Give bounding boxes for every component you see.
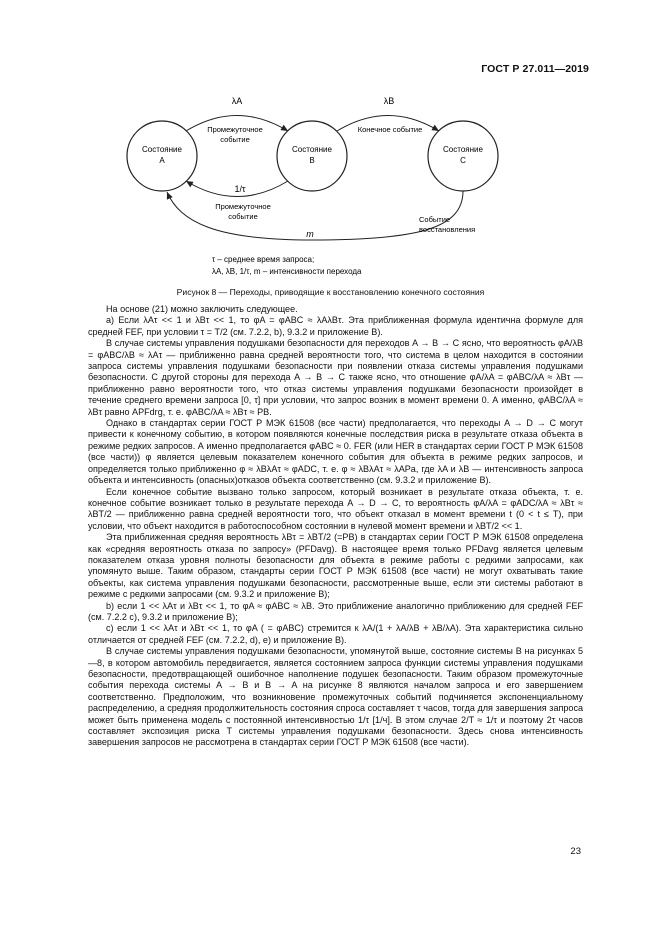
state-b-letter: B (309, 156, 315, 165)
state-c-label: Состояние (443, 145, 483, 154)
event-b-a-line2: событие (228, 212, 258, 221)
rate-b-c-label: λB (383, 96, 395, 106)
state-a-letter: A (159, 156, 165, 165)
legend-line-1: τ – среднее время запроса; (212, 255, 315, 264)
state-transition-figure (0, 0, 661, 300)
paragraph: Если конечное событие вызвано только запросом, который возникает в результате отказа объекта, т. е. конечное событие возникает только в результате перехода A → D → C, то вероятность φA/λA = φADC/λA ≈ λBτ ≈ λBT/2 — приближенно равна средней вероятности того, что объект отказал в момент времени t (0 < t ≤ T), при условии, что объект находится в работоспособном состоянии в нулевой момент времени и λBT/2 << 1. (88, 486, 583, 531)
paragraph: Эта приближенная средняя вероятность λBτ = λBT/2 (=PB) в стандартах серии ГОСТ Р МЭК 61508 определена как «средняя вероятность отказа по запросу» (PFDavg). В настоящее время только PFDavg является целевым показателем отказа уровня полноты безопасности для объекта в режиме работы с редкими запросами, как упомянуто выше. Таким образом, стандарты серии ГОСТ Р МЭК 61508 (все части) не могут охватывать такие объекты, как система управления подушками безопасности, рассмотренные выше, если эти системы работают в режиме с редкими запросами (см. 9.3.2 и приложение B); (88, 532, 583, 600)
paragraph: На основе (21) можно заключить следующее. (106, 304, 298, 314)
paragraph: b) если 1 << λAτ и λBτ << 1, то φA ≈ φABC ≈ λB. Это приближение аналогично приближению для средней FEF (см. 7.2.2 c), 9.3.2 и приложение B); (88, 600, 583, 622)
state-c-letter: C (460, 156, 466, 165)
paragraph: Однако в стандартах серии ГОСТ Р МЭК 61508 (все части) предполагается, что переходы A → D → C могут привести к конечному событию, в котором появляются конечные последствия риска в результате отказа объекта в режиме редких запросов. А именно предполагается φABC ≈ 0. FER (или HER в стандартах серии ГОСТ Р МЭК 61508 (все части)) φ является целевым показателем конечного события для объекта в режиме редких запросов, и определяется только приближенно φ ≈ λBλAτ ≈ φADC, т. е. φ ≈ λBλAτ ≈ λAPa, где λA и λB — интенсивность запроса объекта и интенсивность (опасных)отказов объекта соответственно (см. 9.3.2 и приложение B). (88, 418, 583, 486)
legend-line-2: λA, λB, 1/τ, m – интенсивности перехода (212, 267, 362, 276)
event-c-a-line2: восстановления (419, 225, 476, 234)
rate-a-b-label: λA (231, 96, 243, 106)
body-text (88, 304, 583, 749)
figure-caption: Рисунок 8 — Переходы, приводящие к восстановлению конечного состояния (176, 287, 485, 297)
state-diagram (0, 0, 661, 300)
state-a-label: Состояние (142, 145, 182, 154)
event-b-c-label: Конечное событие (357, 125, 423, 134)
paragraph: а) Если λAτ << 1 и λBτ << 1, то φA = φABC ≈ λAλBτ. Эта приближенная формула идентична формуле для средней FEF, при условии τ = T/2 (см. 7.2.2, b), 9.3.2 и приложение B). (88, 315, 583, 337)
rate-b-a-label: 1/τ (234, 184, 246, 194)
paragraph: В случае системы управления подушками безопасности, упомянутой выше, состояние системы B на рисунках 5—8, в котором автомобиль передвигается, является состоянием запроса функции системы управления подушками безопасности, предотвращающей ошибочное наполнение подушек безопасности. Таким образом промежуточные события перехода системы A → B и B → A на рисунке 8 являются началом запроса и его завершением соответственно. Предположим, что возникновение промежуточных событий подчиняется экспоненциальному распределению, а средняя продолжительность состояния спроса составляет τ часов, тогда для завершения запроса может быть применена модель с постоянной интенсивностью 1/τ [1/ч]. В этом случае 2/T ≈ 1/τ и поэтому 2τ часов составляет экспозиция риска T системы управления подушками безопасности. Здесь снова интенсивность завершения запросов не рассмотрена в стандартах серии ГОСТ Р МЭК 61508 (все части). (88, 646, 583, 748)
event-a-b-line2: событие (220, 135, 250, 144)
page-number: 23 (570, 846, 581, 857)
rate-c-a-label: m (306, 229, 314, 239)
event-a-b-line1: Промежуточное (207, 125, 263, 134)
paragraph: c) если 1 << λAτ и λBτ << 1, то φA ( = φABC) стремится к λA/(1 + λA/λB + λB/λA). Эта характеристика сильно отличается от средней FEF (см. 7.2.2, d), e) и приложение B). (88, 623, 583, 645)
paragraph: В случае системы управления подушками безопасности для переходов A → B → C ясно, что вероятность φA/λB = φABC/λB ≈ λAτ — приближенно равна средней вероятности того, что система в целом находится в состоянии запроса системы управления подушками безопасности при появлении отказа системы управления подушками безопасности. С другой стороны для перехода A → B → C также ясно, что отношение φA/λA = φABC/λA ≈ λBτ — приближенно равно вероятности того, что отказ системы управления подушками безопасности произойдет в течение среднего времени запроса [0, τ] при условии, что запрос возник в момент времени 0. А именно, φABC/λA ≈ λBτ равно APFdrg, т. е. φABC/λA ≈ λBτ ≈ PB. (88, 338, 583, 417)
document-code-header: ГОСТ Р 27.011—2019 (481, 63, 589, 75)
event-c-a-line1: Событие (419, 215, 451, 224)
event-b-a-line1: Промежуточное (215, 202, 271, 211)
state-b-label: Состояние (292, 145, 332, 154)
